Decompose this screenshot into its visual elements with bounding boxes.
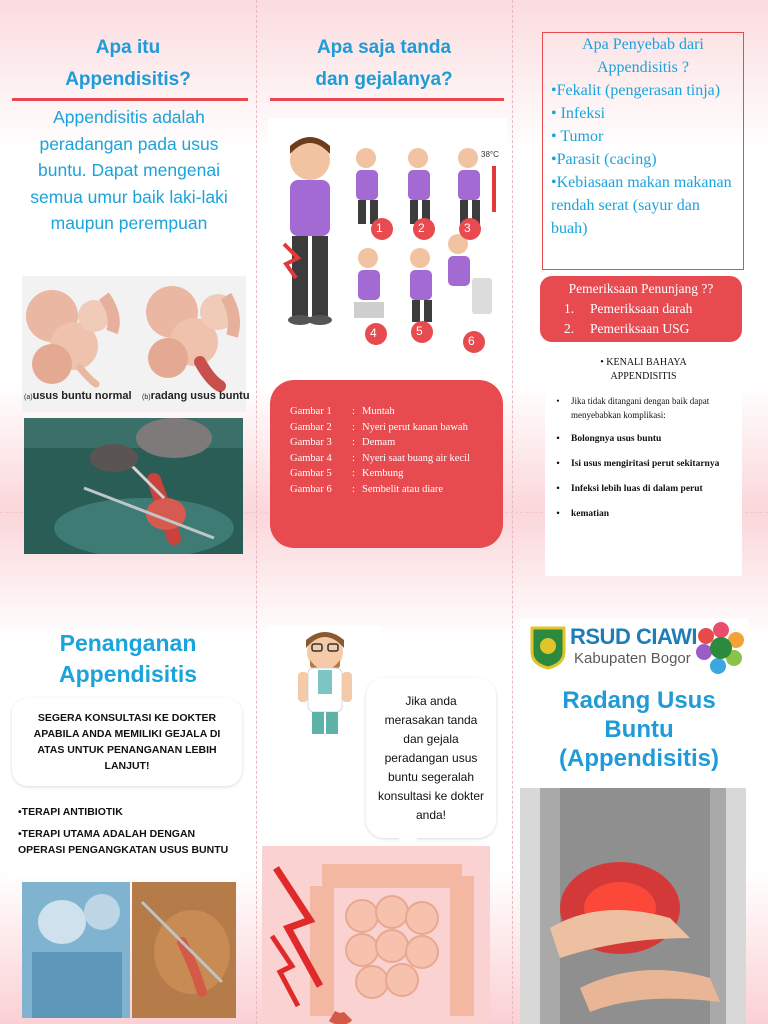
caption-text: radang usus buntu — [150, 390, 250, 402]
danger-title — [545, 356, 742, 384]
symptoms-illustration — [268, 118, 507, 366]
bullet-icon: • — [556, 459, 560, 469]
legend-row — [290, 482, 490, 498]
doctor-illustration — [268, 626, 382, 738]
danger-title-text: KENALI BAHAYA — [606, 357, 687, 368]
intestine-illustration — [262, 846, 490, 1024]
exam-num: 2. — [564, 321, 575, 336]
symptom-number: 4 — [370, 326, 377, 340]
logo-name: RSUD CIAWI — [570, 624, 697, 649]
bullet-icon: • — [556, 509, 560, 519]
exam-item — [540, 319, 742, 339]
doctor-icon — [298, 632, 352, 734]
exam-box — [540, 276, 742, 342]
symptom-number: 3 — [464, 221, 471, 235]
danger-item — [545, 482, 742, 497]
danger-text: Infeksi lebih luas di dalam perut — [571, 484, 703, 494]
title-line: Appendisitis — [58, 661, 197, 687]
exam-num: 1. — [564, 301, 575, 316]
title-line: dan gejalanya? — [315, 69, 453, 90]
bullet-icon: • — [556, 484, 560, 494]
therapy-item: •TERAPI UTAMA ADALAH DENGAN OPERASI PENGANGKATAN USUS BUNTU — [18, 828, 229, 856]
surgery-photo — [24, 418, 243, 554]
danger-title-line: • KENALI BAHAYA — [600, 357, 687, 368]
legend-row — [290, 435, 490, 451]
urination-pain-figure — [354, 248, 384, 318]
causes-title-line: Appendisitis ? — [597, 59, 689, 76]
legend-label: Gambar 4 — [290, 452, 332, 464]
caption-normal — [24, 390, 132, 402]
title-line: Appendisitis? — [65, 69, 191, 90]
stomach-pain-photo — [520, 788, 746, 1024]
panel6-title — [530, 686, 748, 773]
constipation-figure — [448, 234, 492, 314]
title-line: Apa itu — [95, 37, 161, 58]
legend-text: Nyeri saat buang air kecil — [362, 452, 470, 464]
bullet-icon: • — [556, 396, 560, 406]
legend-sep: : — [352, 452, 355, 464]
cause-item: •Fekalit (pengerasan tinja) — [551, 82, 721, 99]
cause-item: • Infeksi — [551, 105, 606, 122]
therapy-box — [14, 802, 240, 878]
danger-box — [545, 352, 742, 576]
danger-text: Bolongnya usus buntu — [571, 434, 662, 444]
legend-sep: : — [352, 406, 355, 417]
consult-bubble — [366, 678, 496, 838]
exam-text: Pemeriksaan darah — [590, 301, 693, 316]
panel4-title — [20, 628, 236, 690]
danger-title-line: APPENDISITIS — [610, 371, 677, 382]
legend-text: Muntah — [362, 406, 395, 417]
legend-label: Gambar 2 — [290, 421, 332, 433]
legend-text: Kembung — [362, 468, 404, 479]
pain-figure — [408, 148, 430, 224]
panel1-title — [20, 32, 236, 96]
title-line: Radang Usus — [562, 687, 716, 714]
hospital-logo — [520, 618, 748, 678]
operation-photo — [22, 882, 236, 1018]
legend-text: Sembelit atau diare — [362, 483, 444, 495]
title-underline — [270, 98, 504, 101]
consult-text: Jika anda merasakan tanda dan gejala peradangan usus buntu segeralah konsultasi ke dokter anda! — [377, 694, 485, 822]
inflamed-appendix-image — [146, 286, 236, 386]
symptom-number: 6 — [468, 334, 475, 348]
legend-row — [290, 420, 490, 436]
title-line: (Appendisitis) — [559, 745, 719, 772]
bloating-figure — [410, 248, 432, 322]
causes-title — [543, 33, 743, 79]
temperature-label: 38°C — [481, 150, 499, 159]
bullet-icon: • — [556, 434, 560, 444]
abdominal-pain-figure — [284, 137, 332, 325]
danger-item — [545, 507, 742, 522]
symptom-number: 2 — [418, 221, 425, 235]
appendix-illustration — [22, 276, 250, 412]
title-line: Buntu — [604, 716, 674, 743]
advice-bubble — [12, 698, 242, 786]
symptom-legend — [270, 380, 503, 548]
therapy-item: •TERAPI ANTIBIOTIK — [18, 806, 123, 818]
flower-logo-icon — [696, 620, 746, 676]
logo-subtitle: Kabupaten Bogor — [574, 650, 691, 667]
advice-text: SEGERA KONSULTASI KE DOKTER APABILA ANDA MEMILIKI GEJALA DI ATAS UNTUK PENANGANAN LEBIH LANJUT! — [33, 712, 221, 772]
legend-label: Gambar 3 — [290, 437, 332, 448]
symptom-figures — [268, 118, 507, 366]
danger-intro: Jika tidak ditangani dengan baik dapat menyebabkan komplikasi: — [571, 396, 710, 420]
legend-row — [290, 404, 490, 420]
emblem-icon — [528, 624, 568, 670]
causes-box — [542, 32, 744, 270]
legend-label: Gambar 5 — [290, 468, 332, 479]
causes-list — [543, 79, 743, 240]
legend-sep: : — [352, 468, 355, 479]
caption-marker: (a) — [24, 394, 33, 401]
legend-sep: : — [352, 483, 355, 495]
danger-item — [545, 457, 742, 472]
title-line: Apa saja tanda — [316, 37, 452, 58]
fever-figure — [458, 148, 496, 224]
causes-title-line: Apa Penyebab dari — [582, 36, 704, 53]
vomiting-figure — [356, 148, 378, 224]
exam-text: Pemeriksaan USG — [590, 321, 690, 336]
title-line: Penanganan — [59, 630, 197, 656]
cause-item: •Parasit (cacing) — [551, 151, 657, 168]
legend-label: Gambar 1 — [290, 406, 332, 417]
symptom-number: 1 — [376, 221, 383, 235]
panel2-title — [276, 32, 492, 96]
exam-title: Pemeriksaan Penunjang ?? — [568, 281, 714, 296]
legend-label: Gambar 6 — [290, 483, 332, 495]
caption-inflamed — [142, 390, 250, 402]
panel1-description: Appendisitis adalah peradangan pada usus buntu. Dapat mengenai semua umur baik laki-laki maupun perempuan — [30, 107, 228, 233]
exam-item — [540, 299, 742, 319]
symptom-number: 5 — [416, 324, 423, 338]
danger-intro-row — [545, 394, 742, 422]
legend-sep: : — [352, 437, 355, 448]
legend-sep: : — [352, 421, 355, 433]
caption-marker: (b) — [142, 394, 151, 401]
cause-item: •Kebiasaan makan makanan rendah serat (sayur dan buah) — [551, 174, 732, 237]
legend-text: Demam — [362, 437, 396, 448]
caption-text: usus buntu normal — [32, 390, 132, 402]
title-underline — [12, 98, 248, 101]
legend-text: Nyeri perut kanan bawah — [362, 421, 468, 433]
danger-text: Isi usus mengiritasi perut sekitarnya — [571, 459, 720, 469]
danger-text: kematian — [571, 509, 609, 519]
legend-row — [290, 466, 490, 482]
legend-row — [290, 451, 490, 467]
normal-appendix-image — [26, 290, 114, 384]
danger-item — [545, 432, 742, 447]
cause-item: • Tumor — [551, 128, 604, 145]
